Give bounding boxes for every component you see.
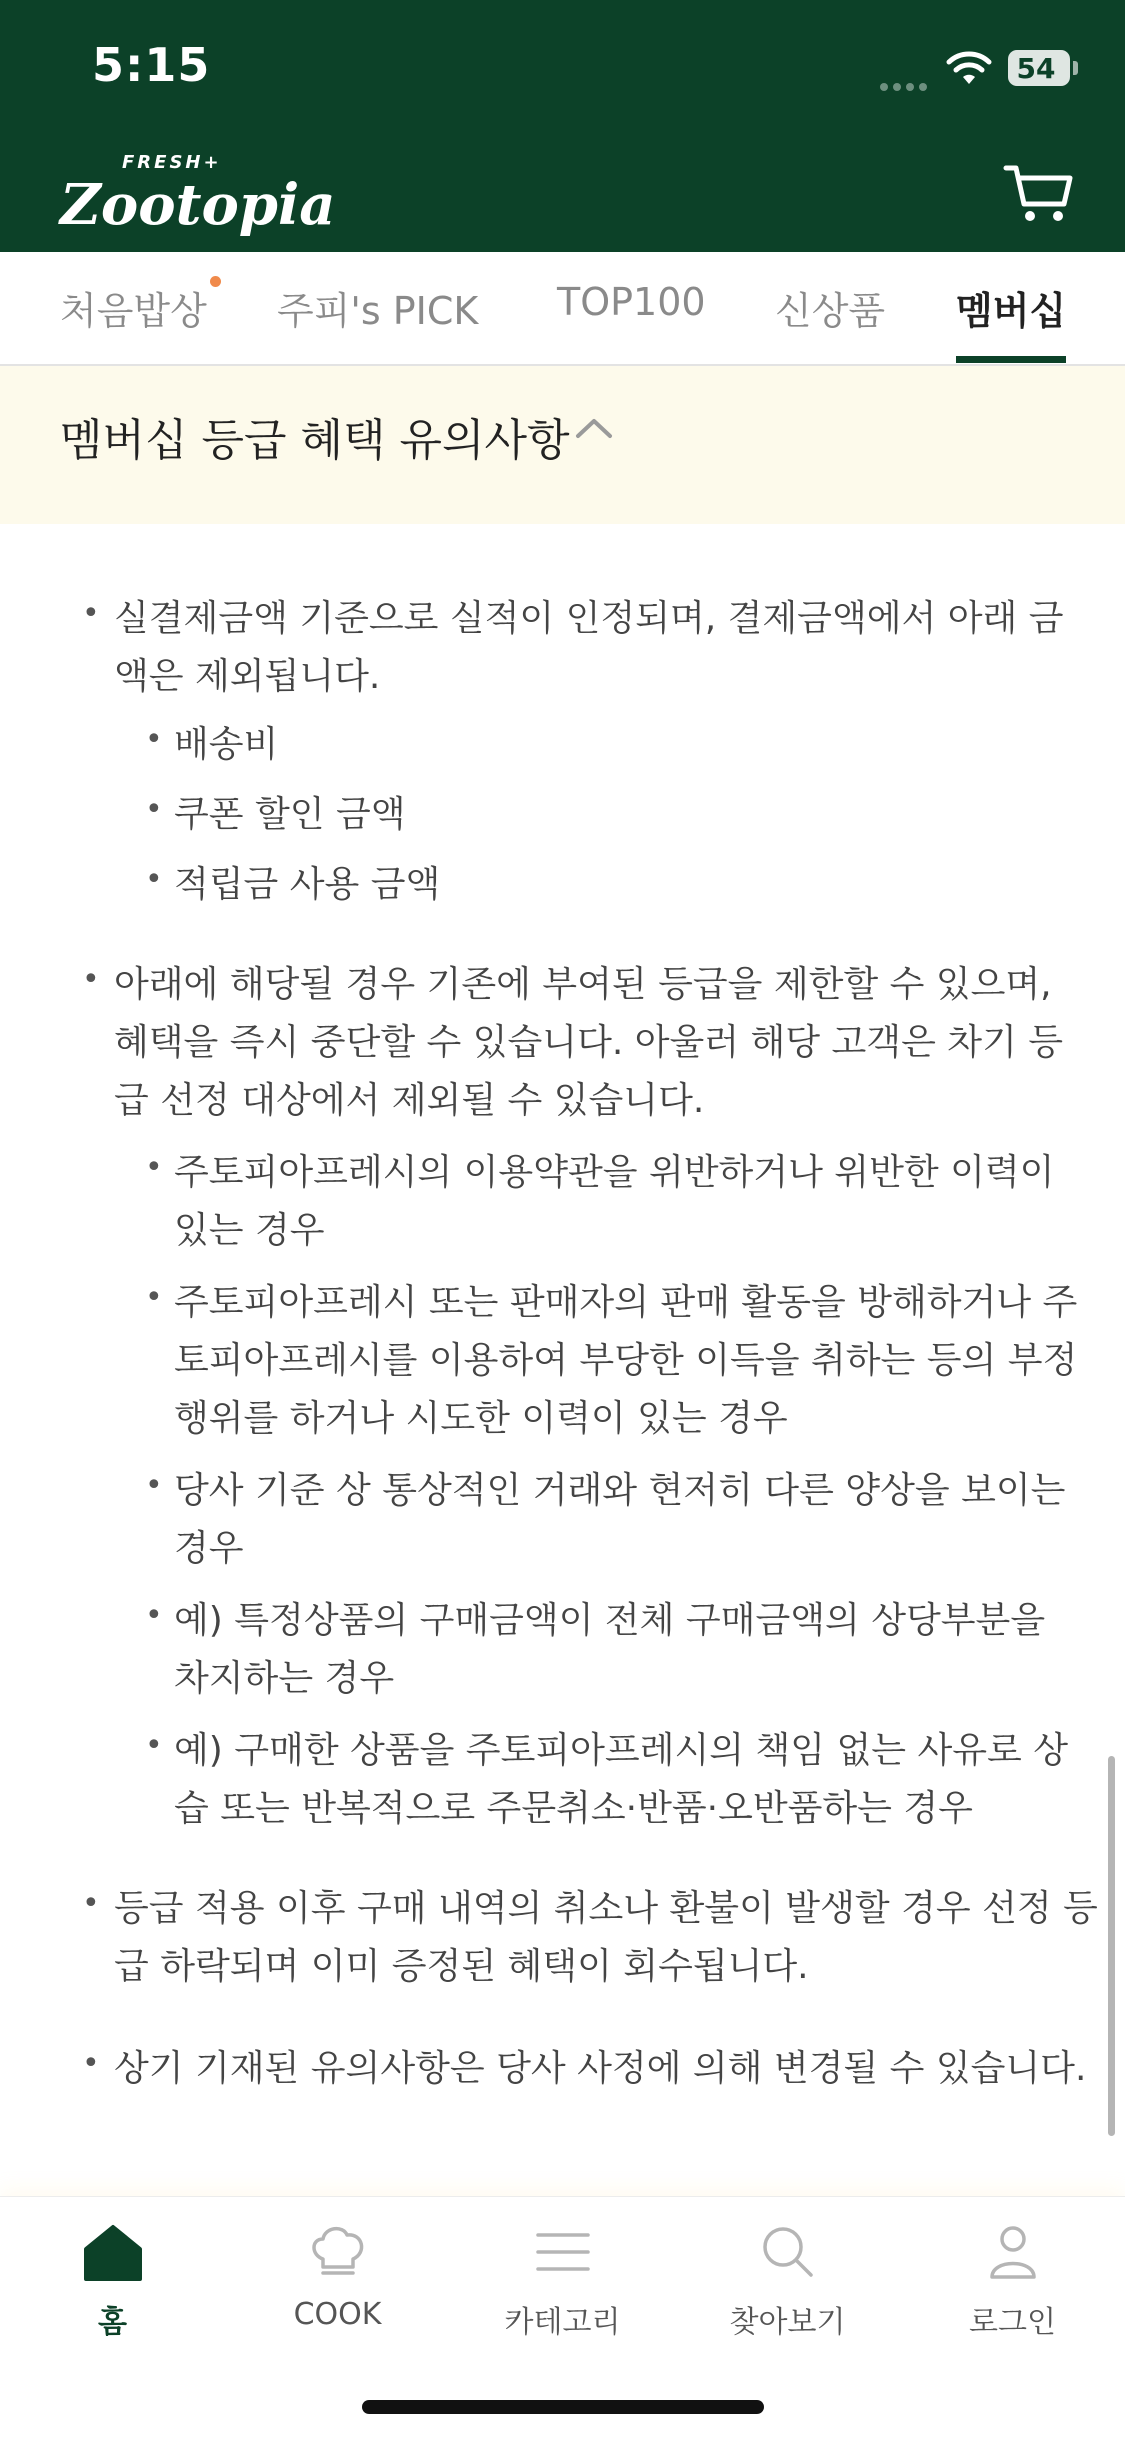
sub-bullet: • [145, 1728, 163, 1763]
battery-level: 54 [1016, 52, 1056, 85]
notice-line: 주토피아프레시의 이용약관을 위반하거나 위반한 이력이 [174, 1152, 1055, 1193]
membership-notice-header[interactable] [0, 366, 1125, 524]
notice-line: 등급 적용 이후 구매 내역의 취소나 환불이 발생할 경우 선정 등 [114, 1888, 1098, 1929]
scrollbar[interactable] [1108, 1756, 1115, 2136]
nav-login[interactable] [900, 2197, 1125, 2347]
signal-icon [880, 76, 932, 95]
notice-line: 행위를 하거나 시도한 이력이 있는 경우 [174, 1398, 788, 1439]
notice-line: 혜택을 즉시 중단할 수 있습니다. 아울러 해당 고객은 차기 등 [114, 1022, 1064, 1063]
sub-bullet: • [145, 1468, 163, 1503]
sub-bullet: • [145, 792, 163, 827]
tab-new-products[interactable]: 신상품 [775, 289, 886, 333]
tab-top100[interactable]: TOP100 [557, 280, 706, 324]
notice-line: 당사 기준 상 통상적인 거래와 현저히 다른 양상을 보이는 [174, 1470, 1066, 1511]
status-time: 5:15 [92, 38, 211, 92]
nav-login-label: 로그인 [969, 2305, 1056, 2340]
logo-fresh: FRESH+ [122, 152, 222, 173]
battery-icon [1008, 50, 1070, 86]
notice-line: 실결제금액 기준으로 실적이 인정되며, 결제금액에서 아래 금 [114, 598, 1064, 639]
notice-line: 쿠폰 할인 금액 [174, 794, 406, 835]
bullet: • [82, 596, 100, 631]
notice-line: 적립금 사용 금액 [174, 864, 441, 905]
notice-content [0, 524, 1125, 2164]
notice-line: 토피아프레시를 이용하여 부당한 이득을 취하는 등의 부정 [174, 1340, 1078, 1381]
notice-line: 주토피아프레시 또는 판매자의 판매 활동을 방해하거나 주 [174, 1282, 1078, 1323]
sub-bullet: • [145, 862, 163, 897]
notice-line: 상기 기재된 유의사항은 당사 사정에 의해 변경될 수 있습니다. [114, 2048, 1087, 2089]
notice-line: 습 또는 반복적으로 주문취소·반품·오반품하는 경우 [174, 1788, 973, 1829]
nav-category-label: 카테고리 [504, 2305, 621, 2340]
sub-bullet: • [145, 1150, 163, 1185]
search-icon [755, 2219, 821, 2285]
logo-wordmark: Zootopia [60, 172, 336, 238]
bullet: • [82, 1886, 100, 1921]
notice-line: 배송비 [174, 724, 279, 765]
nav-category[interactable] [450, 2197, 675, 2347]
new-badge-dot [210, 276, 221, 287]
nav-cook-label: COOK [293, 2297, 382, 2332]
status-bar [0, 0, 1125, 140]
home-indicator[interactable] [362, 2400, 764, 2414]
cart-icon[interactable] [1002, 158, 1076, 228]
chevron-up-icon[interactable] [572, 414, 616, 442]
chef-hat-icon [305, 2219, 371, 2285]
nav-home[interactable] [0, 2197, 225, 2347]
tab-zupi-pick[interactable]: 주피's PICK [277, 289, 479, 333]
nav-explore-label: 찾아보기 [729, 2305, 846, 2340]
bullet: • [82, 962, 100, 997]
user-icon [980, 2219, 1046, 2285]
tab-first-meal[interactable]: 처음밥상 [60, 289, 207, 333]
nav-explore[interactable] [675, 2197, 900, 2347]
notice-line: 경우 [174, 1528, 244, 1569]
nav-home-label: 홈 [98, 2305, 127, 2340]
category-tab-bar [0, 252, 1125, 366]
notice-line: 예) 특정상품의 구매금액이 전체 구매금액의 상당부분을 [174, 1600, 1046, 1641]
app-header [0, 140, 1125, 252]
home-icon [80, 2219, 146, 2285]
sub-bullet: • [145, 1598, 163, 1633]
tab-membership[interactable]: 멤버십 [956, 289, 1067, 333]
notice-line: 예) 구매한 상품을 주토피아프레시의 책임 없는 사유로 상 [174, 1730, 1068, 1771]
notice-line: 차지하는 경우 [174, 1658, 395, 1699]
notice-line: 있는 경우 [174, 1210, 325, 1251]
menu-icon [530, 2219, 596, 2285]
section-title: 멤버십 등급 혜택 유의사항 [60, 415, 570, 466]
sub-bullet: • [145, 1280, 163, 1315]
notice-line: 급 하락되며 이미 증정된 혜택이 회수됩니다. [114, 1946, 809, 1987]
wifi-icon [945, 48, 993, 88]
battery-tip [1073, 61, 1078, 75]
notice-line: 급 선정 대상에서 제외될 수 있습니다. [114, 1080, 705, 1121]
bullet: • [82, 2046, 100, 2081]
sub-bullet: • [145, 722, 163, 757]
nav-cook[interactable] [225, 2197, 450, 2347]
notice-line: 아래에 해당될 경우 기존에 부여된 등급을 제한할 수 있으며, [114, 964, 1052, 1005]
active-tab-indicator [956, 356, 1066, 363]
notice-line: 액은 제외됩니다. [114, 656, 381, 697]
